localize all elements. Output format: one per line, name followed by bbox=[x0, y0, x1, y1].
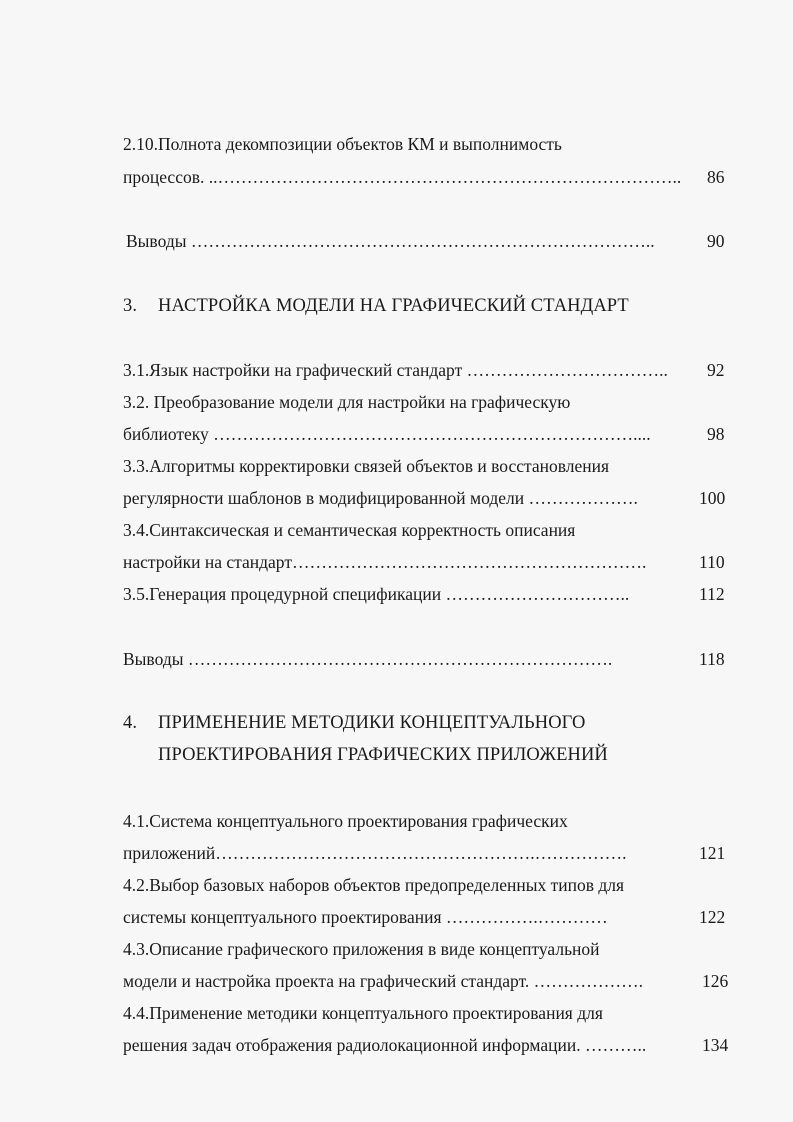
toc-entry-4-1-line2: приложений……………………………………………….……………. bbox=[123, 843, 627, 863]
chapter-3-title: НАСТРОЙКА МОДЕЛИ НА ГРАФИЧЕСКИЙ СТАНДАРТ bbox=[158, 296, 629, 316]
toc-entry-3-5-page: 112 bbox=[699, 584, 725, 604]
toc-entry-4-4-line1: 4.4.Применение методики концептуального проектирования для bbox=[123, 1003, 603, 1023]
toc-entry-2-10-line1: 2.10.Полнота декомпозиции объектов КМ и выполнимость bbox=[123, 134, 562, 154]
toc-entry-4-2-line1: 4.2.Выбор базовых наборов объектов предопределенных типов для bbox=[123, 875, 625, 895]
chapter-4-title-line1: ПРИМЕНЕНИЕ МЕТОДИКИ КОНЦЕПТУАЛЬНОГО bbox=[158, 713, 586, 733]
toc-entry-3-4-page: 110 bbox=[699, 552, 725, 572]
toc-entry-3-3-line2: регулярности шаблонов в модифицированной модели ………………. bbox=[123, 488, 638, 508]
toc-entry-3-4-line2: настройки на стандарт……………………………………………………. bbox=[123, 552, 647, 572]
toc-entry-3-1: 3.1.Язык настройки на графический стандарт …………………………….. bbox=[123, 360, 668, 380]
toc-entry-4-4-line2: решения задач отображения радиолокационной информации. ……….. bbox=[123, 1035, 647, 1055]
toc-entry-3-3-line1: 3.3.Алгоритмы корректировки связей объектов и восстановления bbox=[123, 456, 610, 476]
toc-conclusions-2: Выводы …………………………………………………………………….. bbox=[126, 231, 655, 251]
toc-entry-3-5: 3.5.Генерация процедурной спецификации ………………………….. bbox=[123, 584, 630, 604]
toc-entry-2-10-line2: процессов. ..…………………………………………………………………….. bbox=[123, 167, 682, 187]
toc-conclusions-3-page: 118 bbox=[699, 649, 725, 669]
toc-entry-4-1-page: 121 bbox=[699, 843, 726, 863]
chapter-4-number: 4. bbox=[123, 713, 138, 733]
toc-entry-4-3-line2: модели и настройка проекта на графический стандарт. ………………. bbox=[123, 971, 644, 991]
toc-entry-3-4-line1: 3.4.Синтаксическая и семантическая корректность описания bbox=[123, 520, 576, 540]
toc-entry-4-2-line2: системы концептуального проектирования …………….………… bbox=[123, 907, 608, 927]
toc-entry-3-2-line1: 3.2. Преобразование модели для настройки на графическую bbox=[123, 392, 571, 412]
toc-entry-3-2-page: 98 bbox=[707, 424, 725, 444]
toc-entry-4-3-line1: 4.3.Описание графического приложения в виде концептуальной bbox=[123, 939, 600, 959]
toc-entry-3-1-page: 92 bbox=[707, 360, 725, 380]
toc-conclusions-2-page: 90 bbox=[707, 231, 725, 251]
toc-entry-3-2-line2: библиотеку ……………………………………………………………….... bbox=[123, 424, 651, 444]
chapter-4-title-line2: ПРОЕКТИРОВАНИЯ ГРАФИЧЕСКИХ ПРИЛОЖЕНИЙ bbox=[158, 745, 608, 765]
chapter-3-number: 3. bbox=[123, 296, 138, 316]
toc-entry-4-3-page: 126 bbox=[702, 971, 729, 991]
toc-entry-4-4-page: 134 bbox=[702, 1035, 729, 1055]
toc-conclusions-3: Выводы ………………………………………………………………. bbox=[123, 649, 613, 669]
toc-entry-2-10-page: 86 bbox=[707, 167, 725, 187]
toc-entry-3-3-page: 100 bbox=[699, 488, 726, 508]
toc-entry-4-2-page: 122 bbox=[699, 907, 726, 927]
toc-entry-4-1-line1: 4.1.Система концептуального проектирования графических bbox=[123, 811, 568, 831]
